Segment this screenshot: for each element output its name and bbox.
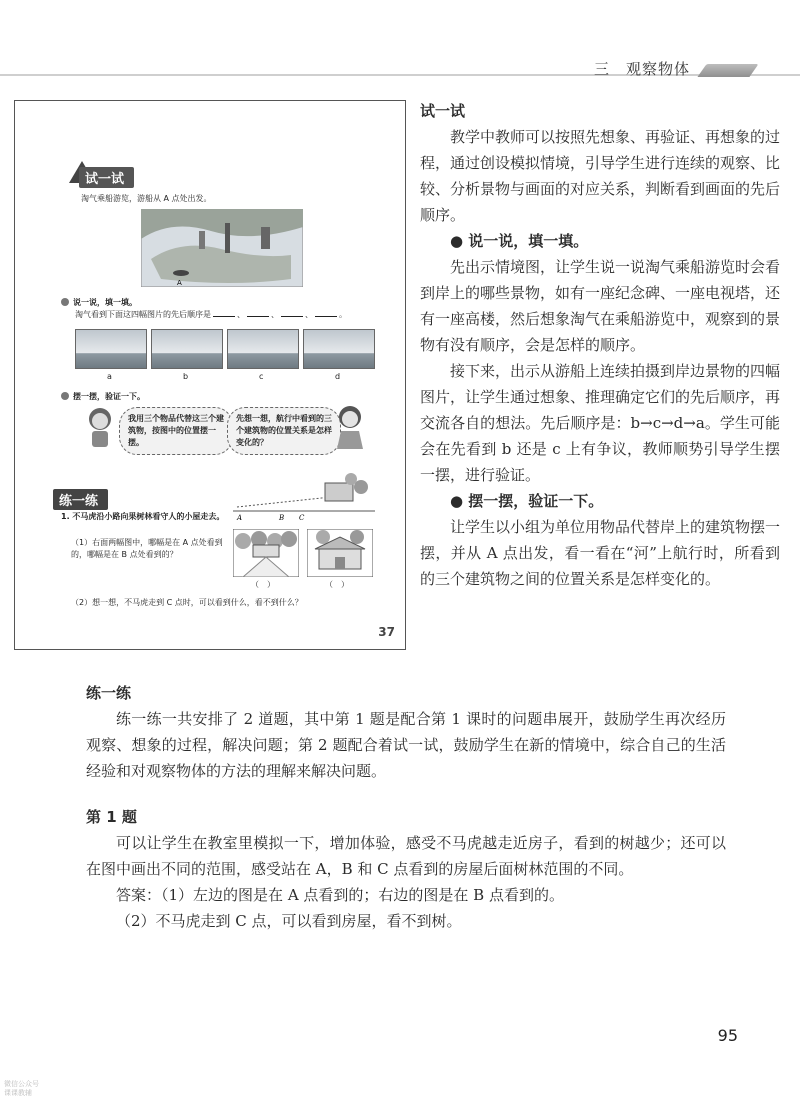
right-bullet-2: ● 摆一摆，验证一下。 (450, 492, 604, 510)
practice-badge: 练一练 (53, 489, 108, 510)
right-para-1: 教学中教师可以按照先想象、再验证、再想象的过程，通过创设模拟情境，引导学生进行连续的观察、比较、分析景物与画面的对应关系，判断看到画面的先后顺序。 (420, 128, 781, 224)
practice-question-2: （2）想一想，不马虎走到 C 点时，可以看到什么，看不到什么？ (71, 598, 303, 607)
q1-prompt: 淘气看到下面这四幅图片的先后顺序是 、 、 、 。 (75, 310, 347, 319)
panel-label-d: d (335, 372, 341, 381)
watermark-line-2: 课课教辅 (4, 1089, 32, 1097)
chapter-title: 三 观察物体 (593, 60, 690, 78)
bottom-para-3: 答案：（1）左边的图是在 A 点看到的；右边的图是在 B 点看到的。 (116, 886, 564, 904)
point-b: B (279, 514, 285, 521)
boy-character-illustration (83, 405, 117, 453)
figure-page-number: 37 (378, 625, 395, 639)
answer-paren-right: （ ） (325, 580, 349, 589)
right-para-2: 先出示情境图，让学生说一说淘气乘船游览时会看到岸上的哪些景物，如有一座纪念碑、一座电视塔，还有一座高楼，然后想象淘气在乘船游览中，观察到的景物有没有顺序，会是怎样的顺序。 (420, 258, 781, 354)
answer-paren-left: （ ） (251, 580, 275, 589)
girl-character-illustration (333, 403, 367, 453)
path-to-hut-illustration (233, 473, 375, 521)
bottom-title-q1: 第 1 题 (86, 808, 137, 826)
right-title: 试一试 (420, 102, 466, 120)
speech-bubble-right: 先想一想，航行中看到的三个建筑物的位置关系是怎样变化的？ (227, 407, 341, 455)
practice-question-1: （1）右面两幅图中，哪幅是在 A 点处看到的，哪幅是在 B 点处看到的？ (71, 538, 223, 559)
bottom-para-1: 练一练一共安排了 2 道题，其中第 1 题是配合第 1 课时的问题串展开，鼓励学生再次经历观察、想象的过程，解决问题；第 2 题配合着试一试，鼓励学生在新的情境中，综合自己的生活经验和对观察物体的方法的理解来解决问题。 (86, 710, 726, 780)
bottom-title-practice: 练一练 (86, 684, 132, 702)
right-para-3: 接下来，出示从游船上连续拍摄到岸边景物的四幅图片，让学生通过想象、推理确定它们的先后顺序，再交流各自的想法。先后顺序是：b→c→d→a。学生可能会在先看到 b 还是 c 上有争议，教师顺势引导学生摆一摆，进行验证。 (420, 362, 781, 484)
point-c: C (299, 514, 305, 521)
map-point-a: A (177, 279, 182, 287)
q1-label: 说一说，填一填。 (61, 297, 137, 309)
speech-bubble-left: 我用三个物品代替这三个建筑物，按图中的位置摆一摆。 (119, 407, 233, 455)
header-tab-decoration (697, 64, 758, 77)
point-a: A (237, 514, 243, 521)
panel-label-c: c (259, 372, 264, 381)
bottom-para-4: （2）不马虎走到 C 点，可以看到房屋，看不到树。 (116, 912, 462, 930)
right-bullet-1: ● 说一说，填一填。 (450, 232, 589, 250)
textbook-figure (14, 100, 406, 650)
watermark-line-1: 微信公众号 (4, 1080, 39, 1088)
figure-intro: 淘气乘船游览，游船从 A 点处出发。 (81, 194, 212, 203)
watermark (4, 1080, 39, 1098)
panel-label-a: a (107, 372, 112, 381)
bottom-section (86, 680, 726, 934)
panel-c (227, 329, 299, 369)
practice-item-1: 1. 不马虎沿小路向果树林看守人的小屋走去。 (61, 512, 225, 521)
panel-d (303, 329, 375, 369)
right-para-4: 让学生以小组为单位用物品代替岸上的建筑物摆一摆，并从 A 点出发，看一看在“河”上航行时，所看到的三个建筑物之间的位置关系是怎样变化的。 (420, 518, 781, 588)
right-column (420, 98, 780, 592)
view-b-illustration (307, 529, 373, 577)
try-badge: 试一试 (79, 167, 134, 188)
q2-label: 摆一摆，验证一下。 (61, 391, 145, 403)
panel-label-b: b (183, 372, 189, 381)
lake-map-illustration (141, 209, 303, 287)
panel-a (75, 329, 147, 369)
page-number: 95 (717, 1026, 738, 1045)
bottom-para-2: 可以让学生在教室里模拟一下，增加体验，感受不马虎越走近房子，看到的树越少；还可以在图中画出不同的范围，感受站在 A，B 和 C 点看到的房屋后面树林范围的不同。 (86, 834, 726, 878)
panel-b (151, 329, 223, 369)
view-a-illustration (233, 529, 299, 577)
